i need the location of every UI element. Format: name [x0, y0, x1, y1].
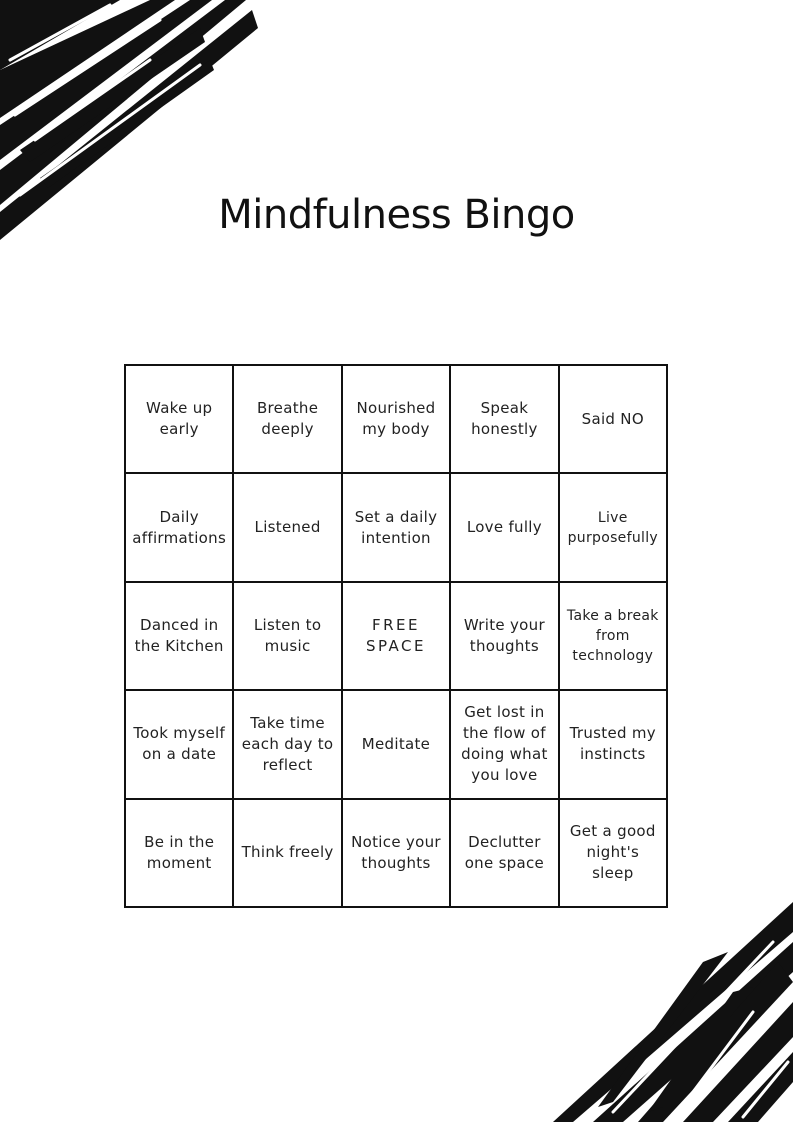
- bingo-cell[interactable]: Meditate: [343, 691, 451, 799]
- bingo-cell[interactable]: Get a good night's sleep: [560, 800, 668, 908]
- bingo-cell[interactable]: Said NO: [560, 366, 668, 474]
- bingo-cell[interactable]: Be in the moment: [126, 800, 234, 908]
- bingo-cell[interactable]: Took myself on a date: [126, 691, 234, 799]
- bingo-cell[interactable]: Nourished my body: [343, 366, 451, 474]
- bingo-cell[interactable]: Listened: [234, 474, 342, 582]
- bingo-cell[interactable]: Trusted my instincts: [560, 691, 668, 799]
- bingo-cell[interactable]: Take time each day to reflect: [234, 691, 342, 799]
- bingo-cell[interactable]: Take a break from technology: [560, 583, 668, 691]
- bingo-cell[interactable]: Get lost in the flow of doing what you love: [451, 691, 559, 799]
- bingo-cell[interactable]: Danced in the Kitchen: [126, 583, 234, 691]
- bingo-cell[interactable]: Speak honestly: [451, 366, 559, 474]
- page-title: Mindfulness Bingo: [218, 192, 575, 238]
- bingo-cell[interactable]: Declutter one space: [451, 800, 559, 908]
- bingo-cell[interactable]: Live purposefully: [560, 474, 668, 582]
- free-space-cell[interactable]: FREE SPACE: [343, 583, 451, 691]
- bingo-cell[interactable]: Listen to music: [234, 583, 342, 691]
- bingo-cell[interactable]: Set a daily intention: [343, 474, 451, 582]
- bingo-cell[interactable]: Think freely: [234, 800, 342, 908]
- bingo-cell[interactable]: Breathe deeply: [234, 366, 342, 474]
- bingo-grid: [124, 364, 668, 908]
- bingo-cell[interactable]: Wake up early: [126, 366, 234, 474]
- bingo-cell[interactable]: Write your thoughts: [451, 583, 559, 691]
- bingo-cell[interactable]: Love fully: [451, 474, 559, 582]
- brush-stroke-decoration-bottom-right: [553, 902, 793, 1122]
- bingo-cell[interactable]: Daily affirmations: [126, 474, 234, 582]
- bingo-cell[interactable]: Notice your thoughts: [343, 800, 451, 908]
